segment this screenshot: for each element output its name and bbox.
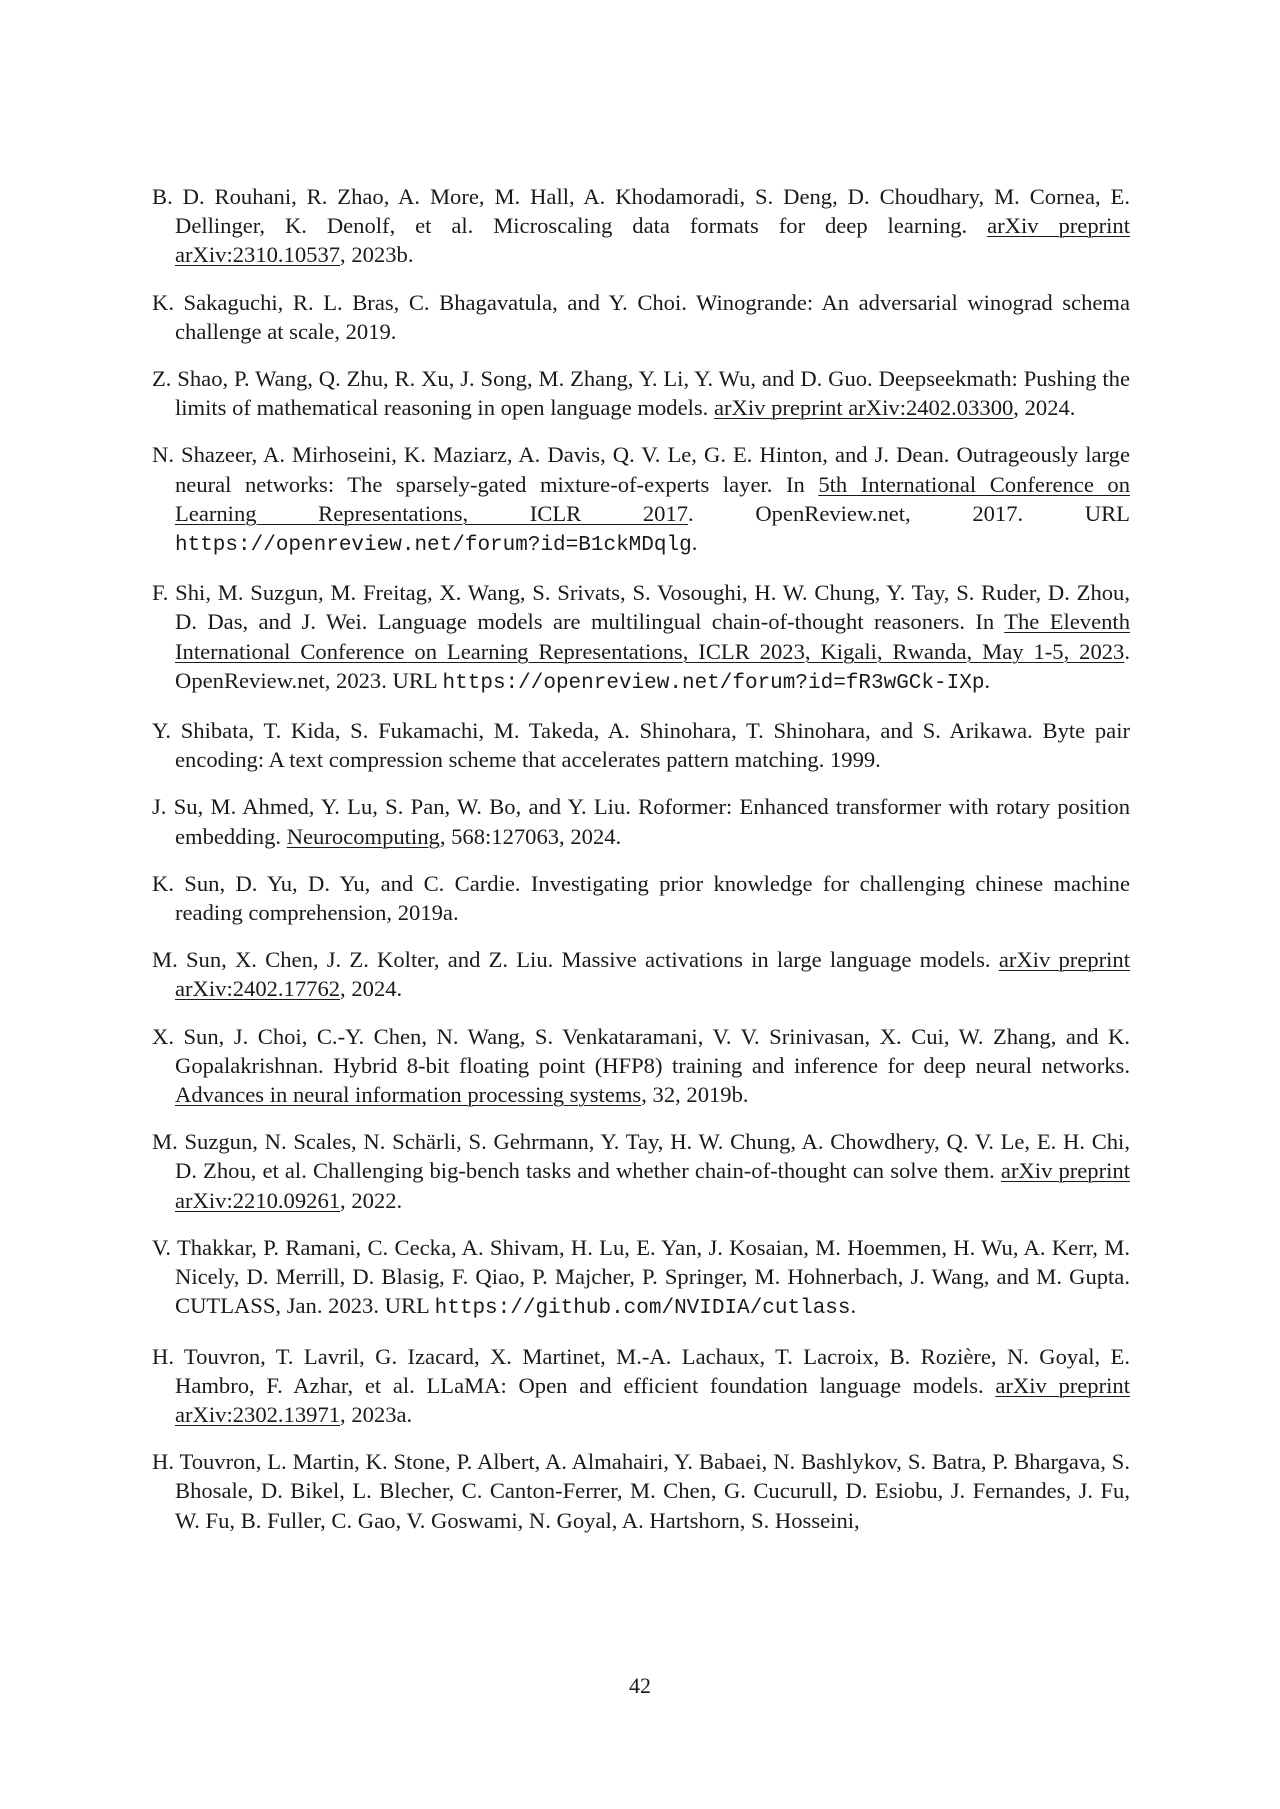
ref-authors: J. Su, M. Ahmed, Y. Lu, S. Pan, W. Bo, and Y. Liu. [152, 794, 631, 820]
ref-title: Deepseekmath: Pushing the limits of mathematical reasoning in open language models. [175, 366, 1130, 421]
ref-text: K. Sun, D. Yu, D. Yu, and C. Cardie. Investigating prior knowledge for challenging chinese machine reading comprehension, 2019a. [152, 870, 1130, 926]
ref-authors: M. Sun, X. Chen, J. Z. Kolter, and Z. Liu. [152, 947, 554, 973]
reference-su-2024 [152, 792, 1130, 850]
ref-venue-link[interactable]: arXiv preprint arXiv:2210.09261 [175, 1158, 1130, 1213]
ref-title: Language models are multilingual chain-of-thought reasoners. In [377, 609, 995, 635]
ref-tail: . [984, 667, 991, 693]
reference-rouhani-2023b [152, 182, 1130, 270]
ref-tail: . [850, 1293, 857, 1319]
ref-text: Y. Shibata, T. Kida, S. Fukamachi, M. Takeda, A. Shinohara, T. Shinohara, and S. Arikawa. Byte pair encoding: A text compression scheme that accelerates pattern matching. 1999. [152, 718, 1130, 773]
reference-shazeer-2017 [152, 440, 1130, 560]
ref-tail: , 2022. [340, 1187, 403, 1213]
ref-mid: . OpenReview.net, 2017. URL [688, 500, 1130, 526]
reference-shao-2024 [152, 364, 1130, 422]
ref-venue-link[interactable]: arXiv preprint arXiv:2302.13971 [175, 1372, 1130, 1427]
ref-venue-link[interactable]: Advances in neural information processing systems [175, 1082, 642, 1108]
ref-title: Challenging big-bench tasks and whether chain-of-thought can solve them. [312, 1158, 995, 1184]
reference-sun-2019b [152, 1022, 1130, 1110]
ref-tail: , 2024. [340, 976, 403, 1002]
reference-suzgun-2022 [152, 1127, 1130, 1215]
ref-authors: V. Thakkar, P. Ramani, C. Cecka, A. Shivam, H. Lu, E. Yan, J. Kosaian, M. Hoemmen, H. Wu, A. Kerr, M. Nicely, D. Merrill, D. Blasig, F. Qiao, P. Majcher, P. Springer, M. Hohnerbach, J. Wang, and M. Gupta. [152, 1234, 1130, 1290]
ref-authors: X. Sun, J. Choi, C.-Y. Chen, N. Wang, S. Venkataramani, V. V. Srinivasan, X. Cui, W. Zhang, and K. Gopalakrishnan. [152, 1023, 1130, 1078]
ref-tail: , 568:127063, 2024. [439, 823, 622, 849]
page-number: 42 [629, 1673, 651, 1698]
ref-title: LLaMA: Open and efficient foundation language models. [426, 1372, 984, 1398]
ref-authors: N. Shazeer, A. Mirhoseini, K. Maziarz, A. Davis, Q. V. Le, G. E. Hinton, and J. Dean. [152, 442, 950, 468]
ref-tail: , 2023a. [340, 1401, 413, 1427]
ref-text: H. Touvron, L. Martin, K. Stone, P. Albert, A. Almahairi, Y. Babaei, N. Bashlykov, S. Batra, P. Bhargava, S. Bhosale, D. Bikel, L. Blecher, C. Canton-Ferrer, M. Chen, G. Cucurull, D. Esiobu, J. Fernandes, J. Fu, W. Fu, B. Fuller, C. Gao, V. Goswami, N. Goyal, A. Hartshorn, S. Hosseini, [152, 1449, 1130, 1533]
ref-venue-link[interactable]: The Eleventh International Conference on Learning Representations, ICLR 2023, Kigali, Rwanda, May 1-5, 2023 [175, 609, 1131, 664]
ref-url-link[interactable]: https://openreview.net/forum?id=B1ckMDqlg [175, 534, 692, 558]
ref-title: Hybrid 8-bit floating point (HFP8) training and inference for deep neural networks. [333, 1052, 1130, 1078]
ref-venue-link[interactable]: 5th International Conference on Learning Representations, ICLR 2017 [175, 471, 1130, 526]
ref-title: Microscaling data formats for deep learning. [493, 213, 968, 239]
ref-mid: . OpenReview.net, 2023. URL [175, 638, 1130, 693]
ref-tail: , 32, 2019b. [641, 1082, 749, 1108]
reference-touvron-2023b [152, 1447, 1130, 1535]
reference-sun-2024 [152, 945, 1130, 1003]
ref-title: CUTLASS, Jan. 2023. URL [175, 1293, 429, 1319]
ref-authors: H. Touvron, T. Lavril, G. Izacard, X. Martinet, M.-A. Lachaux, T. Lacroix, B. Rozière, N. Goyal, E. Hambro, F. Azhar, et al. [152, 1343, 1130, 1398]
ref-venue-link[interactable]: arXiv preprint arXiv:2310.10537 [175, 213, 1130, 268]
ref-authors: F. Shi, M. Suzgun, M. Freitag, X. Wang, S. Srivats, S. Vosoughi, H. W. Chung, Y. Tay, S. Ruder, D. Zhou, D. Das, and J. Wei. [152, 580, 1130, 635]
reference-shibata-1999 [152, 716, 1130, 774]
ref-venue-link[interactable]: arXiv preprint arXiv:2402.03300 [713, 395, 1014, 421]
reference-shi-2023 [152, 578, 1130, 698]
ref-tail: , 2024. [1013, 395, 1076, 421]
ref-venue-link[interactable]: Neurocomputing [286, 823, 440, 849]
ref-title: Roformer: Enhanced transformer with rotary position embedding. [175, 794, 1131, 849]
reference-sakaguchi-2019 [152, 288, 1130, 346]
ref-title: Massive activations in large language models. [561, 947, 991, 973]
ref-url-link[interactable]: https://github.com/NVIDIA/cutlass [434, 1297, 851, 1321]
reference-list [152, 182, 1130, 1553]
ref-text: K. Sakaguchi, R. L. Bras, C. Bhagavatula, and Y. Choi. Winogrande: An adversarial winograd schema challenge at scale, 2019. [152, 289, 1130, 344]
reference-sun-2019a [152, 869, 1130, 927]
ref-tail: , 2023b. [340, 242, 414, 268]
ref-url-link[interactable]: https://openreview.net/forum?id=fR3wGCk-IXp [442, 671, 985, 695]
ref-authors: B. D. Rouhani, R. Zhao, A. More, M. Hall, A. Khodamoradi, S. Deng, D. Choudhary, M. Cornea, E. Dellinger, K. Denolf, et al. [152, 184, 1130, 239]
ref-authors: Z. Shao, P. Wang, Q. Zhu, R. Xu, J. Song, M. Zhang, Y. Li, Y. Wu, and D. Guo. [152, 366, 873, 392]
ref-title: Outrageously large neural networks: The sparsely-gated mixture-of-experts layer. In [175, 442, 1131, 497]
ref-tail: . [691, 530, 698, 556]
ref-authors: M. Suzgun, N. Scales, N. Schärli, S. Gehrmann, Y. Tay, H. W. Chung, A. Chowdhery, Q. V. Le, E. H. Chi, D. Zhou, et al. [152, 1129, 1130, 1184]
reference-touvron-2023a [152, 1342, 1130, 1430]
ref-venue-link[interactable]: arXiv preprint arXiv:2402.17762 [175, 947, 1130, 1002]
reference-thakkar-2023 [152, 1233, 1130, 1324]
